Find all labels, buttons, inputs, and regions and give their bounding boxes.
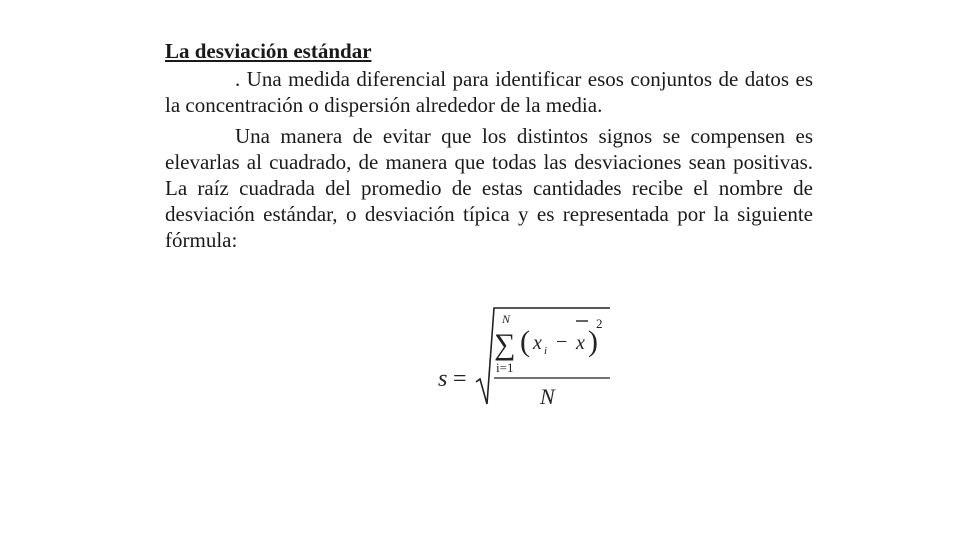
close-paren: ) [588,325,598,358]
paragraph-2: Una manera de evitar que los distintos signos se compensen es elevarlas al cuadrado, de manera que todas las desviaciones sean positivas. La raíz cuadrada del promedio de estas cantidades recibe el nombre de desviación estándar, o desviación típica y es representada por la siguiente fórmula: [165,124,813,252]
sum-lower-limit: i=1 [496,360,514,375]
exponent: 2 [596,316,603,331]
sum-upper-limit: N [502,312,511,326]
formula-lhs: s [438,366,448,392]
open-paren: ( [520,325,530,358]
term-x: x [533,332,542,354]
term-mean: x [576,332,585,354]
minus-sign: − [556,331,568,353]
standard-deviation-formula [420,296,640,416]
paragraph-1: . Una medida diferencial para identificar esos conjuntos de datos es la concentración o dispersión alrededor de la media. [165,67,813,117]
formula-equals: = [453,366,467,392]
page-title: La desviación estándar [165,39,372,63]
denominator: N [540,384,555,409]
term-subscript: i [544,345,548,357]
sum-symbol: ∑ [494,328,516,361]
